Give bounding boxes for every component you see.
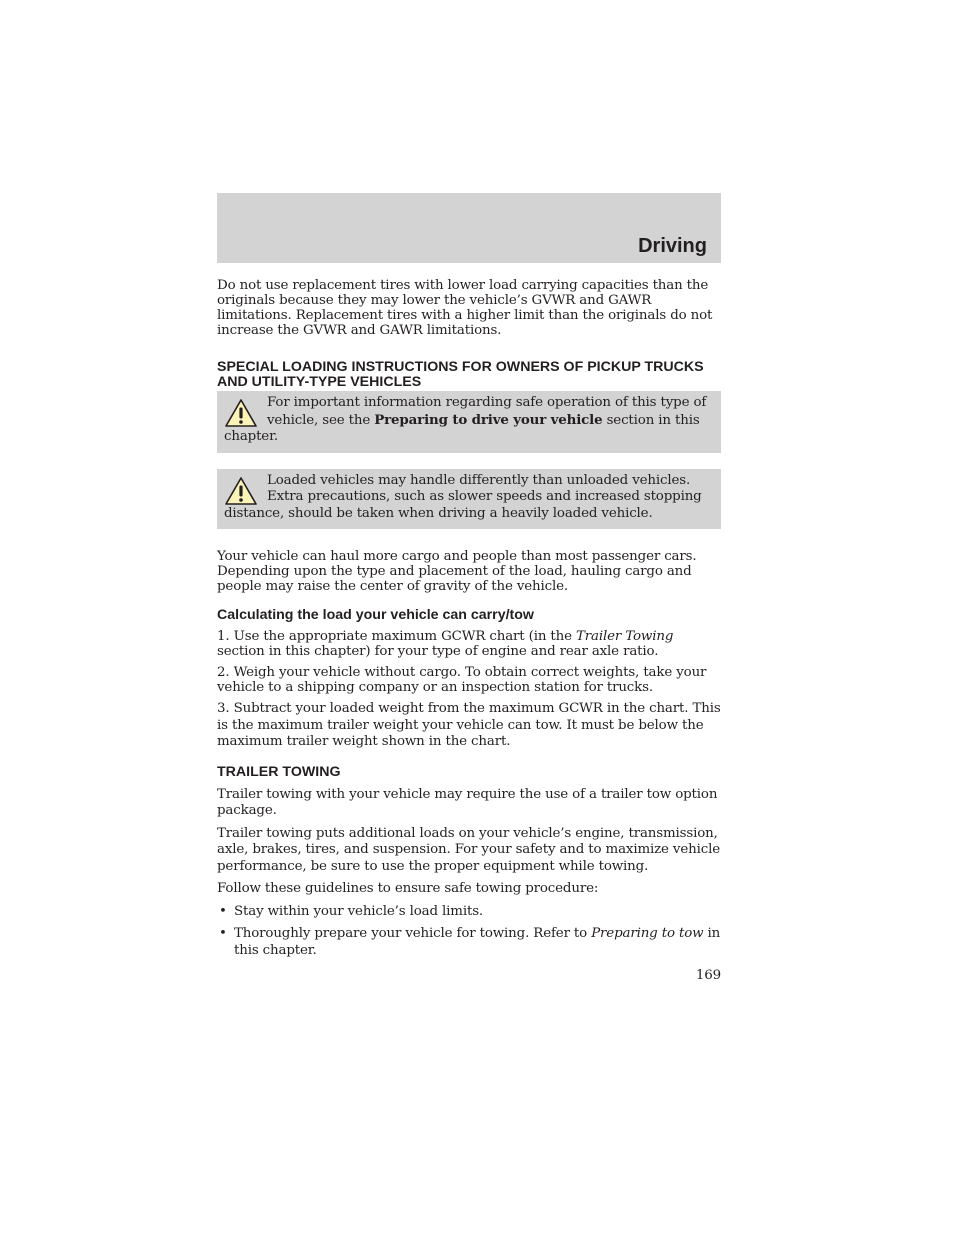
bullet-2-reference: Preparing to tow bbox=[591, 926, 704, 941]
step-2: 2. Weigh your vehicle without cargo. To obtain correct weights, take your vehicle to a shipping company or an inspection station for trucks. bbox=[217, 665, 707, 695]
bullet-dot: • bbox=[219, 903, 227, 919]
calculating-heading: Calculating the load your vehicle can carry/tow bbox=[217, 607, 534, 623]
step-3: 3. Subtract your loaded weight from the maximum GCWR in the chart. This is the maximum trailer weight your vehicle can tow. It must be below the maximum trailer weight shown in the chart. bbox=[217, 701, 721, 749]
warning-1-text-end: section in this chapter. bbox=[224, 412, 700, 444]
warning-2-text: Loaded vehicles may handle differently than unloaded vehicles. Extra precautions, such as slower speeds and increased stopping distance, should be taken when driving a heavily loaded vehicle. bbox=[224, 472, 702, 521]
trailer-paragraph-2: Trailer towing puts additional loads on your vehicle’s engine, transmission, axle, brakes, tires, and suspension. For your safety and to maximize vehicle performance, be sure to use the proper equipment while towing. bbox=[217, 825, 720, 874]
warning-triangle-icon bbox=[224, 398, 258, 428]
warning-box-safe-operation bbox=[217, 391, 721, 453]
step-1 bbox=[217, 629, 721, 659]
bullet-1-text: Stay within your vehicle’s load limits. bbox=[234, 903, 484, 919]
section-title: Driving bbox=[638, 235, 707, 257]
trailer-paragraph-1: Trailer towing with your vehicle may require the use of a trailer tow option package. bbox=[217, 786, 718, 818]
special-loading-heading: SPECIAL LOADING INSTRUCTIONS FOR OWNERS OF PICKUP TRUCKS AND UTILITY-TYPE VEHICLES bbox=[217, 359, 704, 390]
section-header-bar bbox=[217, 193, 721, 263]
intro-paragraph: Do not use replacement tires with lower load carrying capacities than the originals because they may lower the vehicle’s GVWR and GAWR limitations. Replacement tires with a higher limit than the originals do not increase the GVWR and GAWR limitations. bbox=[217, 278, 713, 338]
step-1-reference: Trailer Towing bbox=[576, 629, 674, 644]
warning-box-loaded-vehicles bbox=[217, 469, 721, 530]
bullet-dot: • bbox=[219, 926, 227, 941]
cargo-paragraph: Your vehicle can haul more cargo and people than most passenger cars. Depending upon the type and placement of the load, hauling cargo and people may raise the center of gravity of the vehicle. bbox=[217, 549, 697, 594]
list-item bbox=[217, 904, 721, 921]
trailer-paragraph-3: Follow these guidelines to ensure safe towing procedure: bbox=[217, 881, 599, 896]
bullet-2-text-end: in this chapter. bbox=[234, 926, 721, 958]
list-item bbox=[217, 926, 721, 959]
step-1-text: 1. Use the appropriate maximum GCWR chart (in the bbox=[217, 629, 577, 644]
warning-1-reference: Preparing to drive your vehicle bbox=[374, 411, 603, 428]
page-number: 169 bbox=[695, 968, 721, 983]
step-1-text-end: section in this chapter) for your type of engine and rear axle ratio. bbox=[217, 644, 659, 659]
warning-1-text: For important information regarding safe operation of this type of vehicle, see the bbox=[267, 395, 707, 428]
trailer-towing-heading: TRAILER TOWING bbox=[217, 763, 341, 780]
warning-triangle-icon bbox=[224, 476, 258, 506]
bullet-2-text: Thoroughly prepare your vehicle for towing. Refer to bbox=[234, 926, 592, 941]
manual-page bbox=[217, 193, 721, 983]
